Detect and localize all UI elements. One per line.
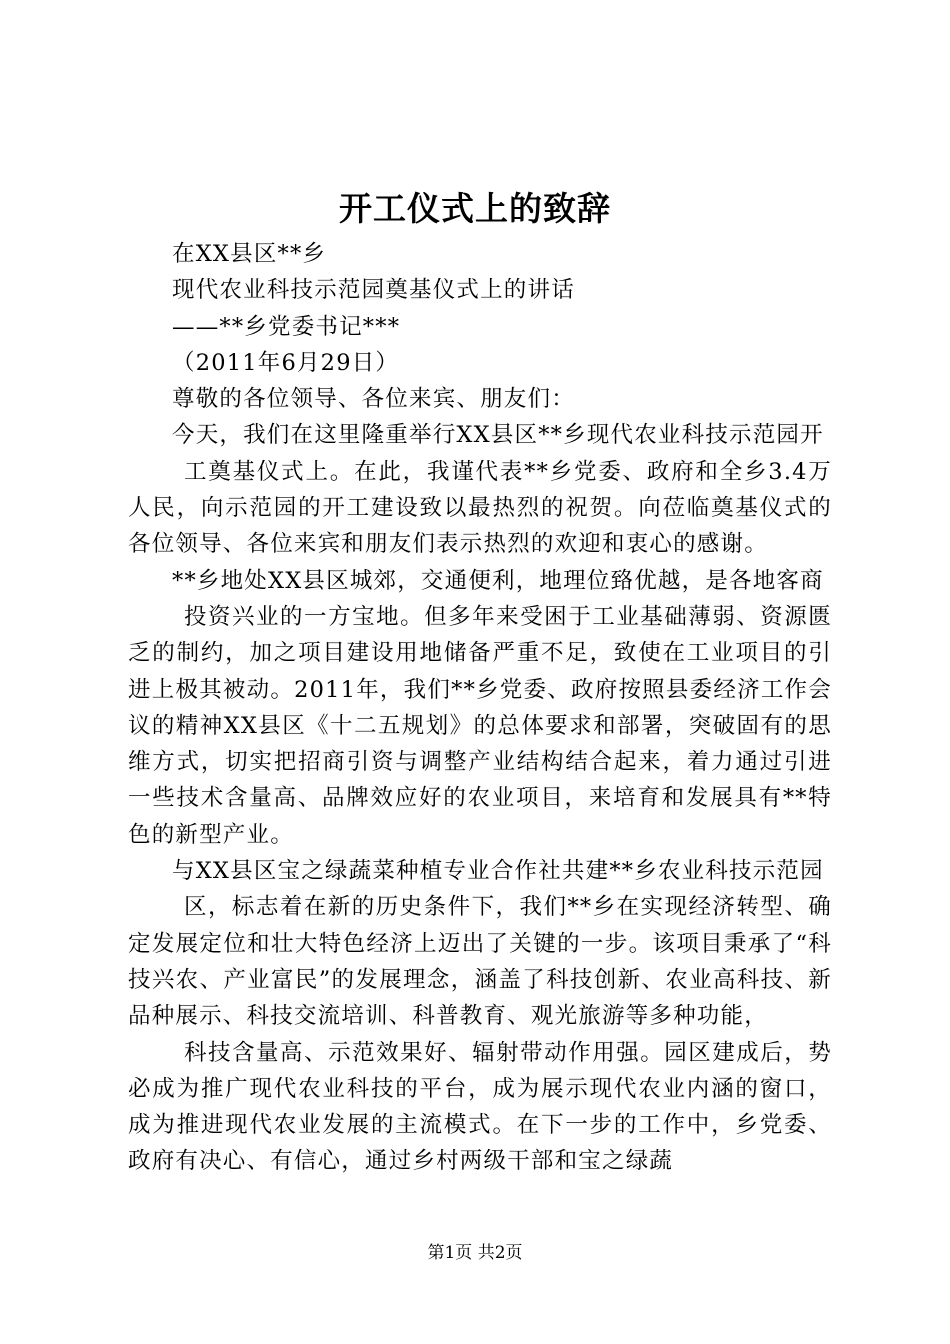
paragraph: 科技含量高、示范效果好、辐射带动作用强。园区建成后，势必成为推广现代农业科技的平台，成为展示现代农业内涵的窗口，成为推进现代农业发展的主流模式。在下一步的工作中，乡党委、政府有决心、有信心，通过乡村两级干部和宝之绿蔬 bbox=[128, 1039, 832, 1175]
paragraph: 区，标志着在新的历史条件下，我们**乡在实现经济转型、确定发展定位和壮大特色经济上迈出了关键的一步。该项目秉承了“科技兴农、产业富民”的发展理念，涵盖了科技创新、农业高科技、新品种展示、科技交流培训、科普教育、观光旅游等多种功能， bbox=[128, 894, 832, 1030]
header-line-speaker: ——**乡党委书记*** bbox=[172, 313, 401, 340]
paragraph: **乡地处XX县区城郊，交通便利，地理位臵优越，是各地客商 bbox=[172, 567, 824, 594]
document-title: 开工仪式上的致辞 bbox=[339, 189, 611, 228]
document-body bbox=[128, 236, 832, 1180]
header-line-location: 在XX县区**乡 bbox=[172, 241, 327, 267]
page-footer: 第1页 共2页 bbox=[427, 1243, 523, 1263]
header-line-speech-title: 现代农业科技示范园奠基仪式上的讲话 bbox=[172, 277, 575, 304]
header-line-date: （2011年6月29日） bbox=[172, 349, 400, 376]
salutation: 尊敬的各位领导、各位来宾、朋友们： bbox=[172, 386, 575, 413]
paragraph: 投资兴业的一方宝地。但多年来受困于工业基础薄弱、资源匮乏的制约，加之项目建设用地储备严重不足，致使在工业项目的引进上极其被动。2011年，我们**乡党委、政府按照县委经济工作会议的精神XX县区《十二五规划》的总体要求和部署，突破固有的思维方式，切实把招商引资与调整产业结构结合起来，着力通过引进一些技术含量高、品牌效应好的农业项目，来培育和发展具有**特色的新型产业。 bbox=[128, 603, 832, 848]
paragraph: 工奠基仪式上。在此，我谨代表**乡党委、政府和全乡3.4万人民，向示范园的开工建设致以最热烈的祝贺。向莅临奠基仪式的各位领导、各位来宾和朋友们表示热烈的欢迎和衷心的感谢。 bbox=[128, 458, 832, 558]
paragraph: 今天，我们在这里隆重举行XX县区**乡现代农业科技示范园开 bbox=[172, 422, 824, 449]
paragraph: 与XX县区宝之绿蔬菜种植专业合作社共建**乡农业科技示范园 bbox=[172, 858, 824, 885]
